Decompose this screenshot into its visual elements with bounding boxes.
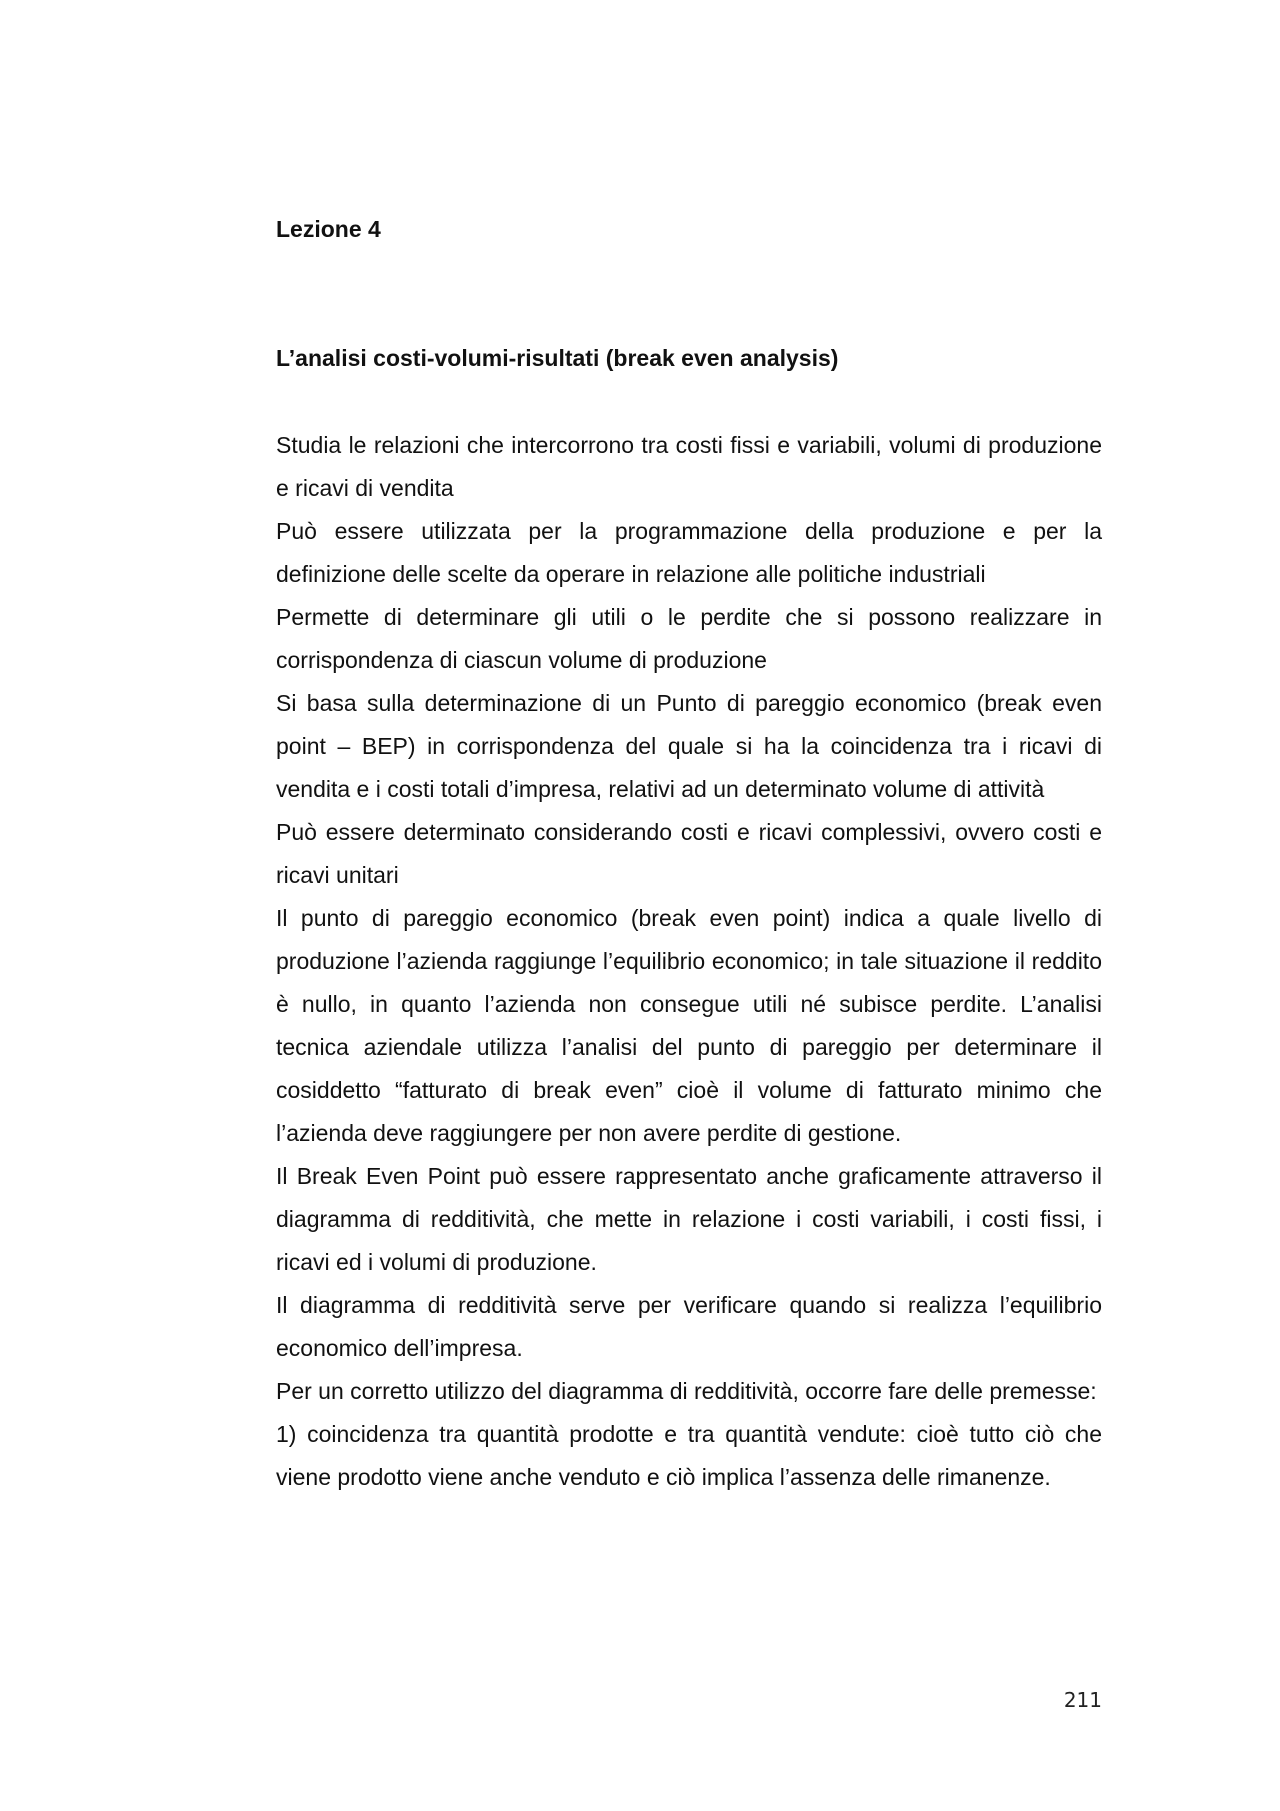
- paragraph: Il diagramma di redditività serve per verificare quando si realizza l’equilibrio economico dell’impresa.: [276, 1292, 1102, 1361]
- paragraph: Può essere utilizzata per la programmazione della produzione e per la definizione delle scelte da operare in relazione alle politiche industriali: [276, 518, 1102, 587]
- paragraph: Il Break Even Point può essere rappresentato anche graficamente attraverso il diagramma di redditività, che mette in relazione i costi variabili, i costi fissi, i ricavi ed i volumi di produzione.: [276, 1163, 1102, 1275]
- paragraph: 1) coincidenza tra quantità prodotte e tra quantità vendute: cioè tutto ciò che viene prodotto viene anche venduto e ciò implica l’assenza delle rimanenze.: [276, 1421, 1102, 1490]
- paragraph: Permette di determinare gli utili o le perdite che si possono realizzare in corrispondenza di ciascun volume di produzione: [276, 604, 1102, 673]
- paragraph: Si basa sulla determinazione di un Punto di pareggio economico (break even point – BEP) in corrispondenza del quale si ha la coincidenza tra i ricavi di vendita e i costi totali d’impresa, relativi ad un determinato volume di attività: [276, 690, 1102, 802]
- body-text: [276, 424, 1102, 1499]
- section-title: L’analisi costi-volumi-risultati (break even analysis): [276, 345, 839, 371]
- paragraph: Può essere determinato considerando costi e ricavi complessivi, ovvero costi e ricavi unitari: [276, 819, 1102, 888]
- paragraph: Il punto di pareggio economico (break even point) indica a quale livello di produzione l’azienda raggiunge l’equilibrio economico; in tale situazione il reddito è nullo, in quanto l’azienda non consegue utili né subisce perdite. L’analisi tecnica aziendale utilizza l’analisi del punto di pareggio per determinare il cosiddetto “fatturato di break even” cioè il volume di fatturato minimo che l’azienda deve raggiungere per non avere perdite di gestione.: [276, 905, 1102, 1146]
- paragraph: Per un corretto utilizzo del diagramma di redditività, occorre fare delle premesse:: [276, 1378, 1097, 1404]
- paragraph: Studia le relazioni che intercorrono tra costi fissi e variabili, volumi di produzione e ricavi di vendita: [276, 432, 1102, 501]
- lesson-title: Lezione 4: [276, 216, 381, 242]
- page-number: 211: [1063, 1688, 1102, 1712]
